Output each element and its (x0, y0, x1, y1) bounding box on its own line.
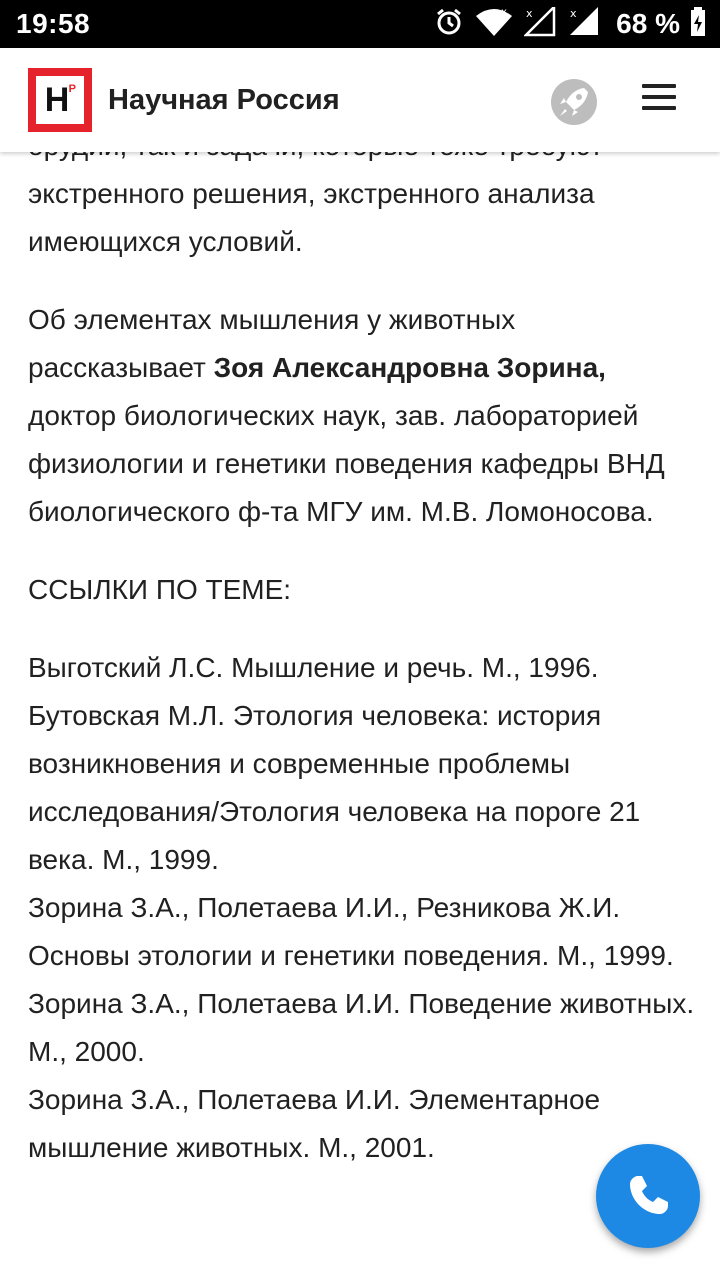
call-button[interactable] (596, 1144, 700, 1248)
site-logo[interactable] (28, 68, 92, 132)
reference-item: Бутовская М.Л. Этология человека: история возникновения и современные проблемы исследования/Этология человека на пороге 21 века. М., 1999. (28, 700, 641, 875)
rocket-icon[interactable] (548, 76, 600, 128)
logo-letter: Н (44, 81, 70, 119)
reference-item: Зорина З.А., Полетаева И.И. Элементарное мышление животных. М., 2001. (28, 1084, 601, 1163)
wifi-icon (474, 7, 514, 42)
article-body (28, 122, 700, 1172)
status-icons (434, 6, 706, 42)
author-name: Зоя Александровна Зорина, (213, 352, 606, 383)
phone-icon (624, 1172, 672, 1220)
svg-text:x: x (501, 6, 508, 18)
battery-charging-icon (690, 7, 706, 42)
paragraph-text: Об элементах мышления у животных рассказывает (28, 304, 516, 383)
paragraph-text: доктор биологических наук, зав. лабораторией физиологии и генетики поведения кафедры ВНД биологического ф-та МГУ им. М.В. Ломоносова. (28, 400, 665, 527)
status-bar (0, 0, 720, 48)
references-list (28, 644, 700, 1172)
svg-text:x: x (526, 6, 533, 20)
battery-percent: 68 % (616, 8, 680, 39)
hamburger-menu-icon[interactable] (640, 84, 680, 116)
reference-item: Выготский Л.С. Мышление и речь. М., 1996. (28, 652, 599, 683)
svg-text:x: x (570, 6, 577, 20)
logo-superscript: Р (68, 83, 76, 95)
alarm-icon (434, 7, 464, 42)
references-heading: ССЫЛКИ ПО ТЕМЕ: (28, 574, 292, 605)
signal-icon (524, 7, 558, 42)
site-title[interactable]: Научная Россия (108, 84, 340, 116)
signal-icon (568, 7, 602, 42)
reference-item: Зорина З.А., Полетаева И.И. Поведение животных. М., 2000. (28, 988, 695, 1067)
paragraph-text: экстренного решения, экстренного анализа имеющихся условий. (28, 178, 595, 257)
status-time: 19:58 (16, 8, 91, 39)
author-paragraph (28, 296, 700, 536)
app-header (0, 48, 720, 152)
logo-inner (36, 76, 84, 124)
reference-item: Зорина З.А., Полетаева И.И., Резникова Ж.И. Основы этологии и генетики поведения. М., 1999. (28, 892, 674, 971)
